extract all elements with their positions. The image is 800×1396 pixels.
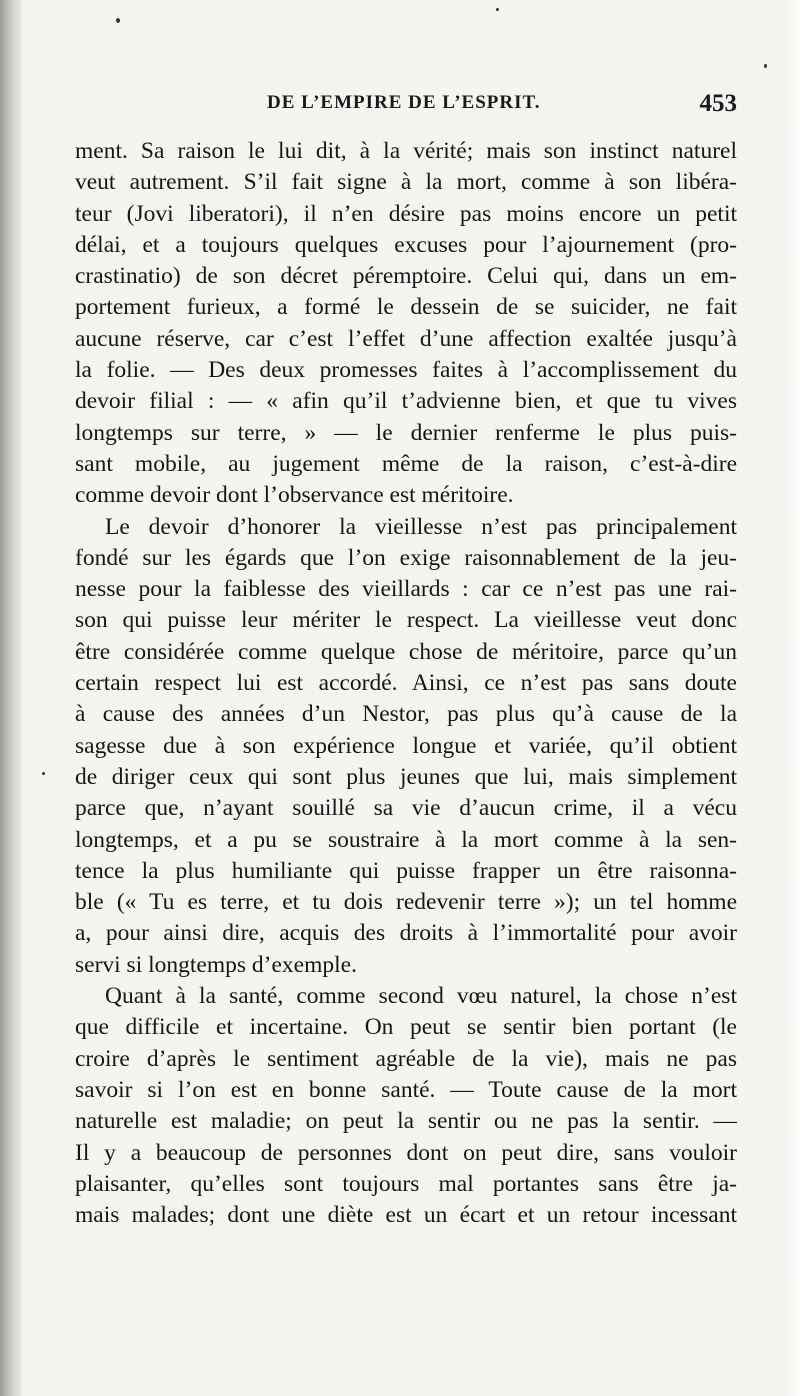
text-line: a, pour ainsi dire, acquis des droits à l’immortalité pour avoir — [75, 920, 737, 947]
paper-speck — [764, 64, 767, 68]
page-number: 453 — [699, 90, 737, 117]
binding-gutter-shadow — [0, 0, 22, 1396]
text-line: à cause des années d’un Nestor, pas plus qu’à cause de la — [75, 701, 737, 728]
paper-speck — [116, 18, 120, 23]
text-line: la folie. — Des deux promesses faites à l’accomplissement du — [75, 357, 737, 384]
text-line: teur (Jovi liberatori), il n’en désire pas moins encore un petit — [75, 200, 737, 227]
text-line: savoir si l’on est en bonne santé. — Toute cause de la mort — [75, 1076, 737, 1103]
text-line: son qui puisse leur mériter le respect. La vieillesse veut donc — [75, 607, 737, 634]
text-line: certain respect lui est accordé. Ainsi, ce n’est pas sans doute — [75, 670, 737, 697]
paragraph-start-line: Quant à la santé, comme second vœu naturel, la chose n’est — [105, 983, 737, 1010]
text-line: ble (« Tu es terre, et tu dois redevenir terre »); un tel homme — [75, 889, 737, 916]
text-line: crastinatio) de son décret péremptoire. Celui qui, dans un em- — [75, 263, 737, 290]
text-line: longtemps sur terre, » — le dernier renferme le plus puis- — [75, 419, 737, 446]
paper-speck — [496, 8, 499, 11]
text-line: longtemps, et a pu se soustraire à la mort comme à la sen- — [75, 826, 737, 853]
text-line: de diriger ceux qui sont plus jeunes que lui, mais simplement — [75, 763, 737, 790]
body-text — [75, 136, 737, 1231]
text-line: fondé sur les égards que l’on exige raisonnablement de la jeu- — [75, 544, 737, 571]
text-line: naturelle est maladie; on peut la sentir ou ne pas la sentir. — — [75, 1108, 737, 1135]
text-line: être considérée comme quelque chose de méritoire, parce qu’un — [75, 638, 737, 665]
text-line: aucune réserve, car c’est l’effet d’une affection exaltée jusqu’à — [75, 325, 737, 352]
text-line: croire d’après le sentiment agréable de la vie), mais ne pas — [75, 1045, 737, 1072]
text-line: tence la plus humiliante qui puisse frapper un être raisonna- — [75, 857, 737, 884]
text-line: mais malades; dont une diète est un écart et un retour incessant — [75, 1202, 737, 1229]
text-line: que difficile et incertaine. On peut se sentir bien portant (le — [75, 1014, 737, 1041]
text-line: portement furieux, a formé le dessein de se suicider, ne fait — [75, 294, 737, 321]
paragraph-start-line: Le devoir d’honorer la vieillesse n’est pas principalement — [105, 513, 737, 540]
text-line: sant mobile, au jugement même de la raison, c’est-à-dire — [75, 450, 737, 477]
text-line: Il y a beaucoup de personnes dont on peut dire, sans vouloir — [75, 1139, 737, 1166]
text-line: ment. Sa raison le lui dit, à la vérité; mais son instinct naturel — [75, 138, 737, 164]
paragraph-end-line: comme devoir dont l’observance est méritoire. — [75, 482, 514, 509]
page-header — [75, 90, 737, 124]
running-title: DE L’EMPIRE DE L’ESPRIT. — [267, 92, 541, 113]
paper-speck — [42, 772, 45, 775]
page-edge — [786, 0, 800, 1396]
text-line: sagesse due à son expérience longue et variée, qu’il obtient — [75, 732, 737, 759]
text-line: nesse pour la faiblesse des vieillards : car ce n’est pas une rai- — [75, 576, 737, 603]
text-line: devoir filial : — « afin qu’il t’advienne bien, et que tu vives — [75, 388, 737, 415]
text-line: veut autrement. S’il fait signe à la mort, comme à son libéra- — [75, 169, 737, 196]
paragraph-end-line: servi si longtemps d’exemple. — [75, 951, 357, 978]
text-line: délai, et a toujours quelques excuses pour l’ajournement (pro- — [75, 231, 737, 258]
text-line: plaisanter, qu’elles sont toujours mal portantes sans être ja- — [75, 1170, 737, 1197]
text-line: parce que, n’ayant souillé sa vie d’aucun crime, il a vécu — [75, 795, 737, 822]
